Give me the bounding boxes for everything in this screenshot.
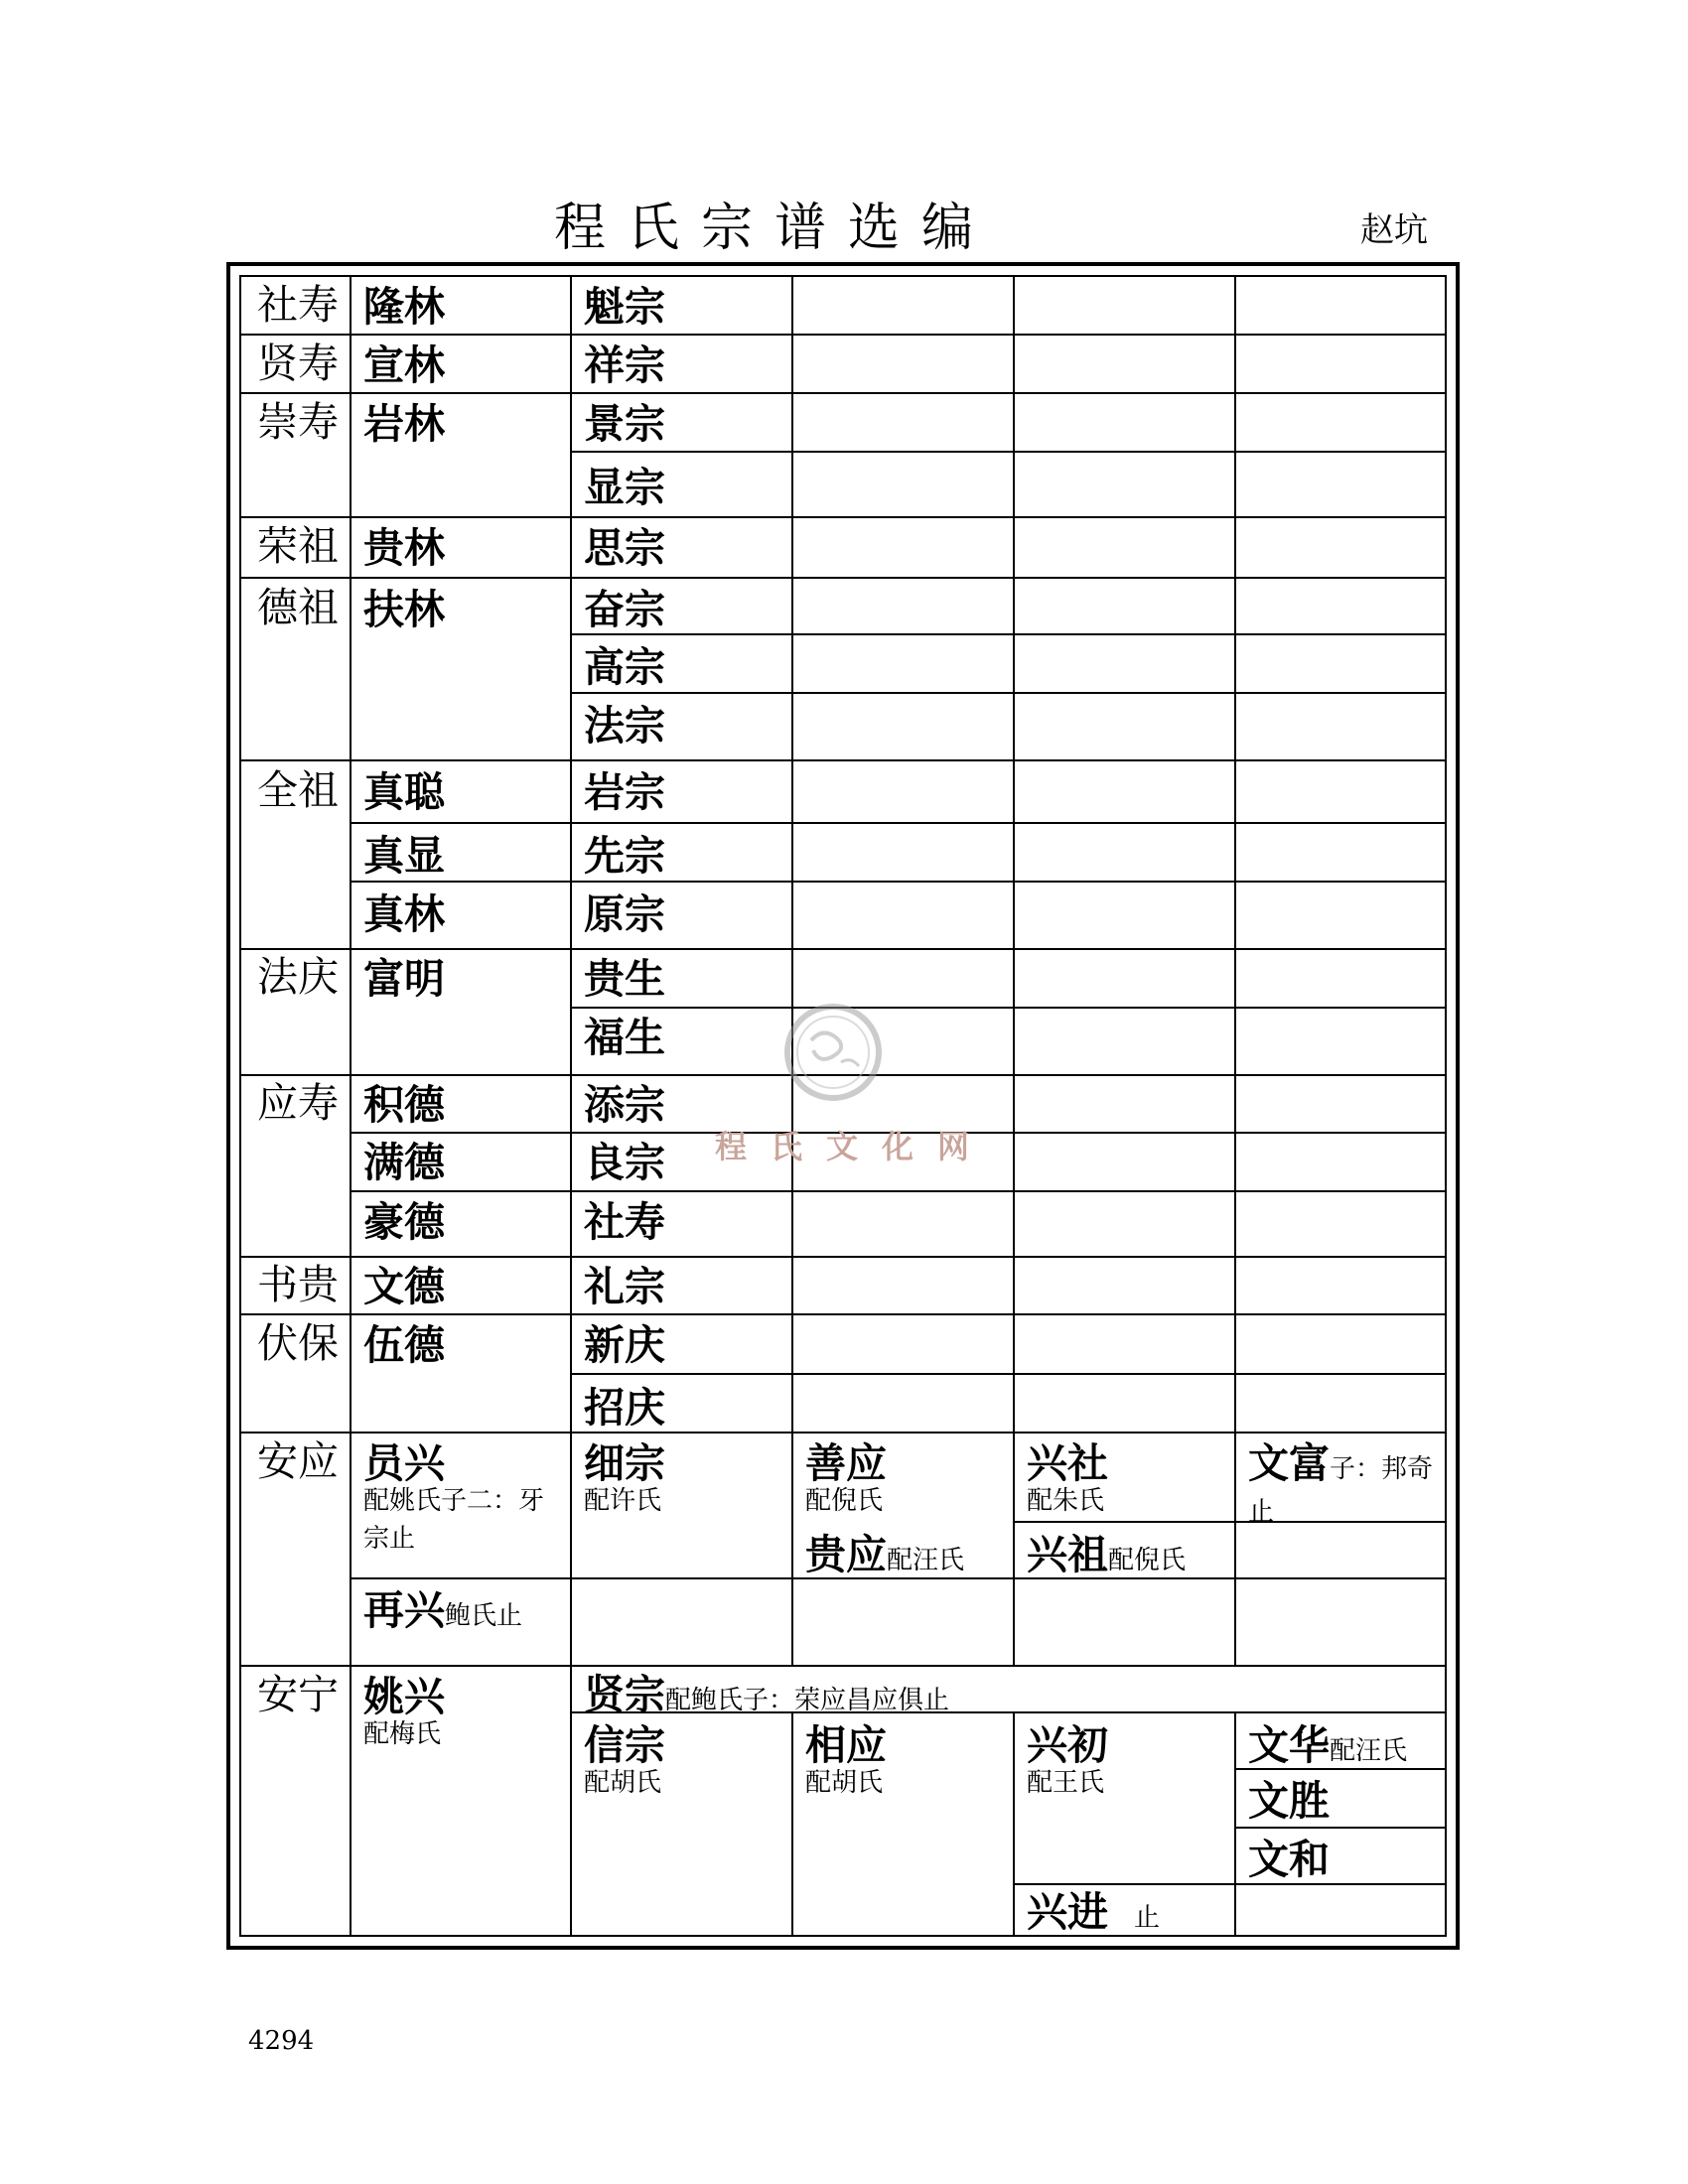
row-divider [241, 1665, 1445, 1667]
gen5-entry [1027, 1530, 1186, 1579]
gen2-name: 员兴 [363, 1439, 445, 1487]
gen6-entry [1248, 1438, 1442, 1536]
gen3-name: 景宗 [584, 400, 665, 448]
row-divider [1013, 1883, 1445, 1885]
gen2-note: 配姚氏子二：牙宗止 [363, 1486, 545, 1554]
gen5-note: 配倪氏 [1108, 1546, 1187, 1575]
row-divider [1234, 1827, 1445, 1829]
gen3-name: 添宗 [584, 1081, 665, 1129]
gen2-name: 富明 [363, 955, 445, 1003]
column-divider [1234, 1711, 1236, 1935]
row-divider [241, 948, 1445, 950]
column-divider [570, 277, 572, 1935]
gen3-entry [584, 1670, 949, 1719]
column-divider [350, 277, 352, 1935]
gen6-name: 文胜 [1248, 1777, 1330, 1825]
gen6-note: 子：邦奇止 [1248, 1454, 1434, 1527]
gen2-name: 真林 [363, 890, 445, 938]
gen2-name: 贵林 [363, 524, 445, 572]
row-divider [241, 334, 1445, 336]
gen2-name: 隆林 [363, 283, 445, 331]
watermark-text: 程氏文化网 [715, 1128, 994, 1165]
gen1-name: 伏保 [257, 1319, 339, 1367]
row-divider [241, 392, 1445, 394]
gen5-entry [1027, 1887, 1160, 1937]
gen1-name: 贤寿 [257, 340, 339, 387]
gen5-name: 兴初 [1027, 1721, 1108, 1769]
gen3-name: 法宗 [584, 702, 665, 750]
gen1-name: 书贵 [257, 1261, 339, 1308]
gen4-name: 善应 [805, 1439, 887, 1487]
column-divider [791, 277, 793, 1665]
row-divider [241, 577, 1445, 579]
gen1-name: 安宁 [257, 1671, 339, 1718]
gen2-name: 积德 [363, 1081, 445, 1129]
gen3-name: 招庆 [584, 1384, 665, 1432]
gen4-note: 配胡氏 [805, 1768, 884, 1798]
row-divider [241, 1256, 1445, 1258]
gen2-note: 配梅氏 [363, 1719, 442, 1749]
gen4-note: 配倪氏 [805, 1486, 884, 1516]
row-divider [241, 1313, 1445, 1315]
gen6-name: 文和 [1248, 1836, 1330, 1883]
gen5-name: 兴祖 [1027, 1531, 1108, 1578]
gen1-name: 荣祖 [257, 522, 339, 570]
region-label: 赵坑 [1360, 210, 1428, 250]
gen3-name: 福生 [584, 1014, 665, 1061]
gen3-name: 奋宗 [584, 586, 665, 633]
gen2-name: 伍德 [363, 1321, 445, 1369]
gen4-entry [805, 1530, 964, 1579]
gen5-name: 兴社 [1027, 1439, 1108, 1487]
gen1-name: 德祖 [257, 584, 339, 631]
row-divider [350, 881, 1445, 883]
gen2-name: 姚兴 [363, 1673, 445, 1720]
gen2-entry [363, 1585, 522, 1635]
gen3-name: 良宗 [584, 1139, 665, 1186]
gen6-note: 配汪氏 [1330, 1736, 1408, 1766]
row-divider [570, 1373, 1445, 1375]
row-divider [570, 692, 1445, 694]
row-divider [241, 1432, 1445, 1433]
gen6-name: 文富 [1248, 1439, 1330, 1487]
gen1-name: 全祖 [257, 766, 339, 814]
gen6-entry [1248, 1720, 1407, 1770]
page-number: 4294 [248, 2026, 315, 2056]
gen3-name: 信宗 [584, 1721, 665, 1769]
gen3-name: 岩宗 [584, 768, 665, 816]
gen2-note: 鲍氏止 [445, 1601, 523, 1631]
gen5-name: 兴进 [1027, 1888, 1108, 1936]
gen3-name: 祥宗 [584, 341, 665, 389]
gen4-note: 配汪氏 [887, 1546, 965, 1575]
gen4-name: 相应 [805, 1721, 887, 1769]
row-divider [570, 1007, 1445, 1009]
column-divider [1013, 277, 1015, 1665]
gen3-name: 先宗 [584, 832, 665, 880]
row-divider [570, 451, 1445, 453]
gen3-name: 细宗 [584, 1439, 665, 1487]
gen3-name: 贤宗 [584, 1671, 665, 1718]
gen3-note: 配胡氏 [584, 1768, 662, 1798]
gen6-name: 文华 [1248, 1721, 1330, 1769]
gen2-name: 再兴 [363, 1586, 445, 1634]
gen3-name: 礼宗 [584, 1263, 665, 1310]
gen2-name: 扶林 [363, 586, 445, 633]
gen3-name: 高宗 [584, 643, 665, 691]
row-divider [241, 759, 1445, 761]
gen3-name: 显宗 [584, 464, 665, 511]
row-divider [570, 633, 1445, 635]
gen3-note: 配许氏 [584, 1486, 662, 1516]
gen1-name: 崇寿 [257, 398, 339, 446]
gen3-name: 思宗 [584, 524, 665, 572]
gen3-name: 新庆 [584, 1321, 665, 1369]
gen3-note: 配鲍氏子：荣应昌应俱止 [665, 1686, 950, 1715]
column-divider [1234, 277, 1236, 1665]
gen4-name: 贵应 [805, 1531, 887, 1578]
gen3-name: 贵生 [584, 955, 665, 1003]
gen5-note: 止 [1134, 1903, 1161, 1933]
gen2-name: 豪德 [363, 1198, 445, 1246]
gen2-name: 真聪 [363, 768, 445, 816]
gen3-name: 社寿 [584, 1198, 665, 1246]
gen2-name: 岩林 [363, 400, 445, 448]
gen3-name: 魁宗 [584, 283, 665, 331]
gen2-name: 满德 [363, 1139, 445, 1186]
gen2-name: 文德 [363, 1263, 445, 1310]
row-divider [241, 516, 1445, 518]
gen2-name: 宣林 [363, 341, 445, 389]
gen5-note: 配王氏 [1027, 1768, 1105, 1798]
gen1-name: 应寿 [257, 1079, 339, 1127]
gen2-name: 真显 [363, 832, 445, 880]
gen1-name: 安应 [257, 1437, 339, 1485]
gen5-note: 配朱氏 [1027, 1486, 1105, 1516]
row-divider [350, 822, 1445, 824]
gen1-name: 法庆 [257, 953, 339, 1001]
page-title: 程氏宗谱选编 [553, 199, 995, 258]
column-divider [791, 1711, 793, 1935]
gen3-name: 原宗 [584, 890, 665, 938]
column-divider [1013, 1711, 1015, 1935]
gen1-name: 社寿 [257, 281, 339, 329]
